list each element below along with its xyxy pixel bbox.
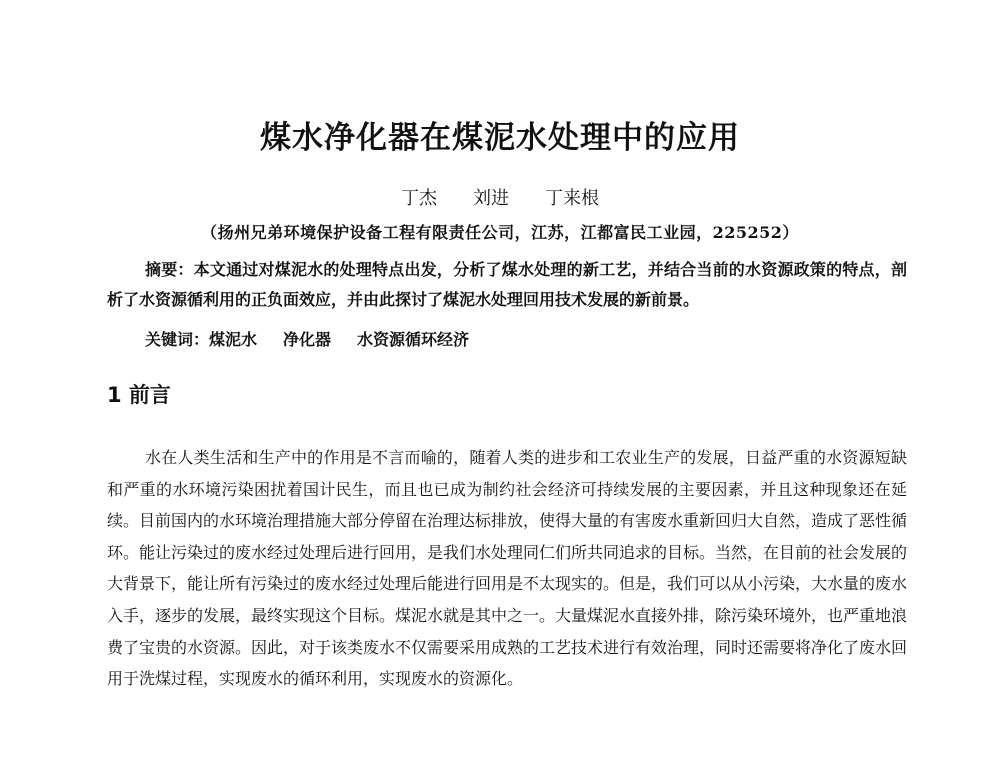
keyword-3: 水资源循环经济 [357,330,470,349]
affiliation: （扬州兄弟环境保护设备工程有限责任公司，江苏，江都富民工业园，225252） [201,223,799,242]
author-3: 丁来根 [545,188,599,209]
author-2: 刘进 [473,188,509,209]
keywords-label: 关键词： [145,330,210,349]
paper-title: 煤水净化器在煤泥水处理中的应用 [260,120,740,156]
abstract-text: 本文通过对煤泥水的处理特点出发，分析了煤水处理的新工艺，并结合当前的水资源政策的特点，剖析了水资源循利用的正负面效应，并由此探讨了煤泥水处理回用技术发展的新前景。 [107,260,907,309]
keyword-2: 净化器 [283,330,332,349]
keywords [145,326,495,354]
introduction-paragraph: 水在人类生活和生产中的作用是不言而喻的，随着人类的进步和工农业生产的发展，日益严重的水资源短缺和严重的水环境污染困扰着国计民生，而且也已成为制约社会经济可持续发展的主要因素，并且这种现象还在延续。目前国内的水环境治理措施大部分停留在治理达标排放，使得大量的有害废水重新回归大自然，造成了恶性循环。能让污染过的废水经过处理后进行回用，是我们水处理同仁们所共同追求的目标。当然，在目前的社会发展的大背景下，能让所有污染过的废水经过处理后能进行回用是不太现实的。但是，我们可以从小污染，大水量的废水入手，逐步的发展，最终实现这个目标。煤泥水就是其中之一。大量煤泥水直接外排，除污染环境外，也严重地浪费了宝贵的水资源。因此，对于该类废水不仅需要采用成熟的工艺技术进行有效治理，同时还需要将净化了废水回用于洗煤过程，实现废水的循环利用，实现废水的资源化。 [107,448,908,689]
author-list [0,186,1000,212]
abstract-label: 摘要： [145,260,194,279]
keyword-1: 煤泥水 [209,330,258,349]
author-1: 丁杰 [401,188,437,209]
section-heading-introduction: 1 前言 [107,383,171,407]
abstract [107,255,907,315]
